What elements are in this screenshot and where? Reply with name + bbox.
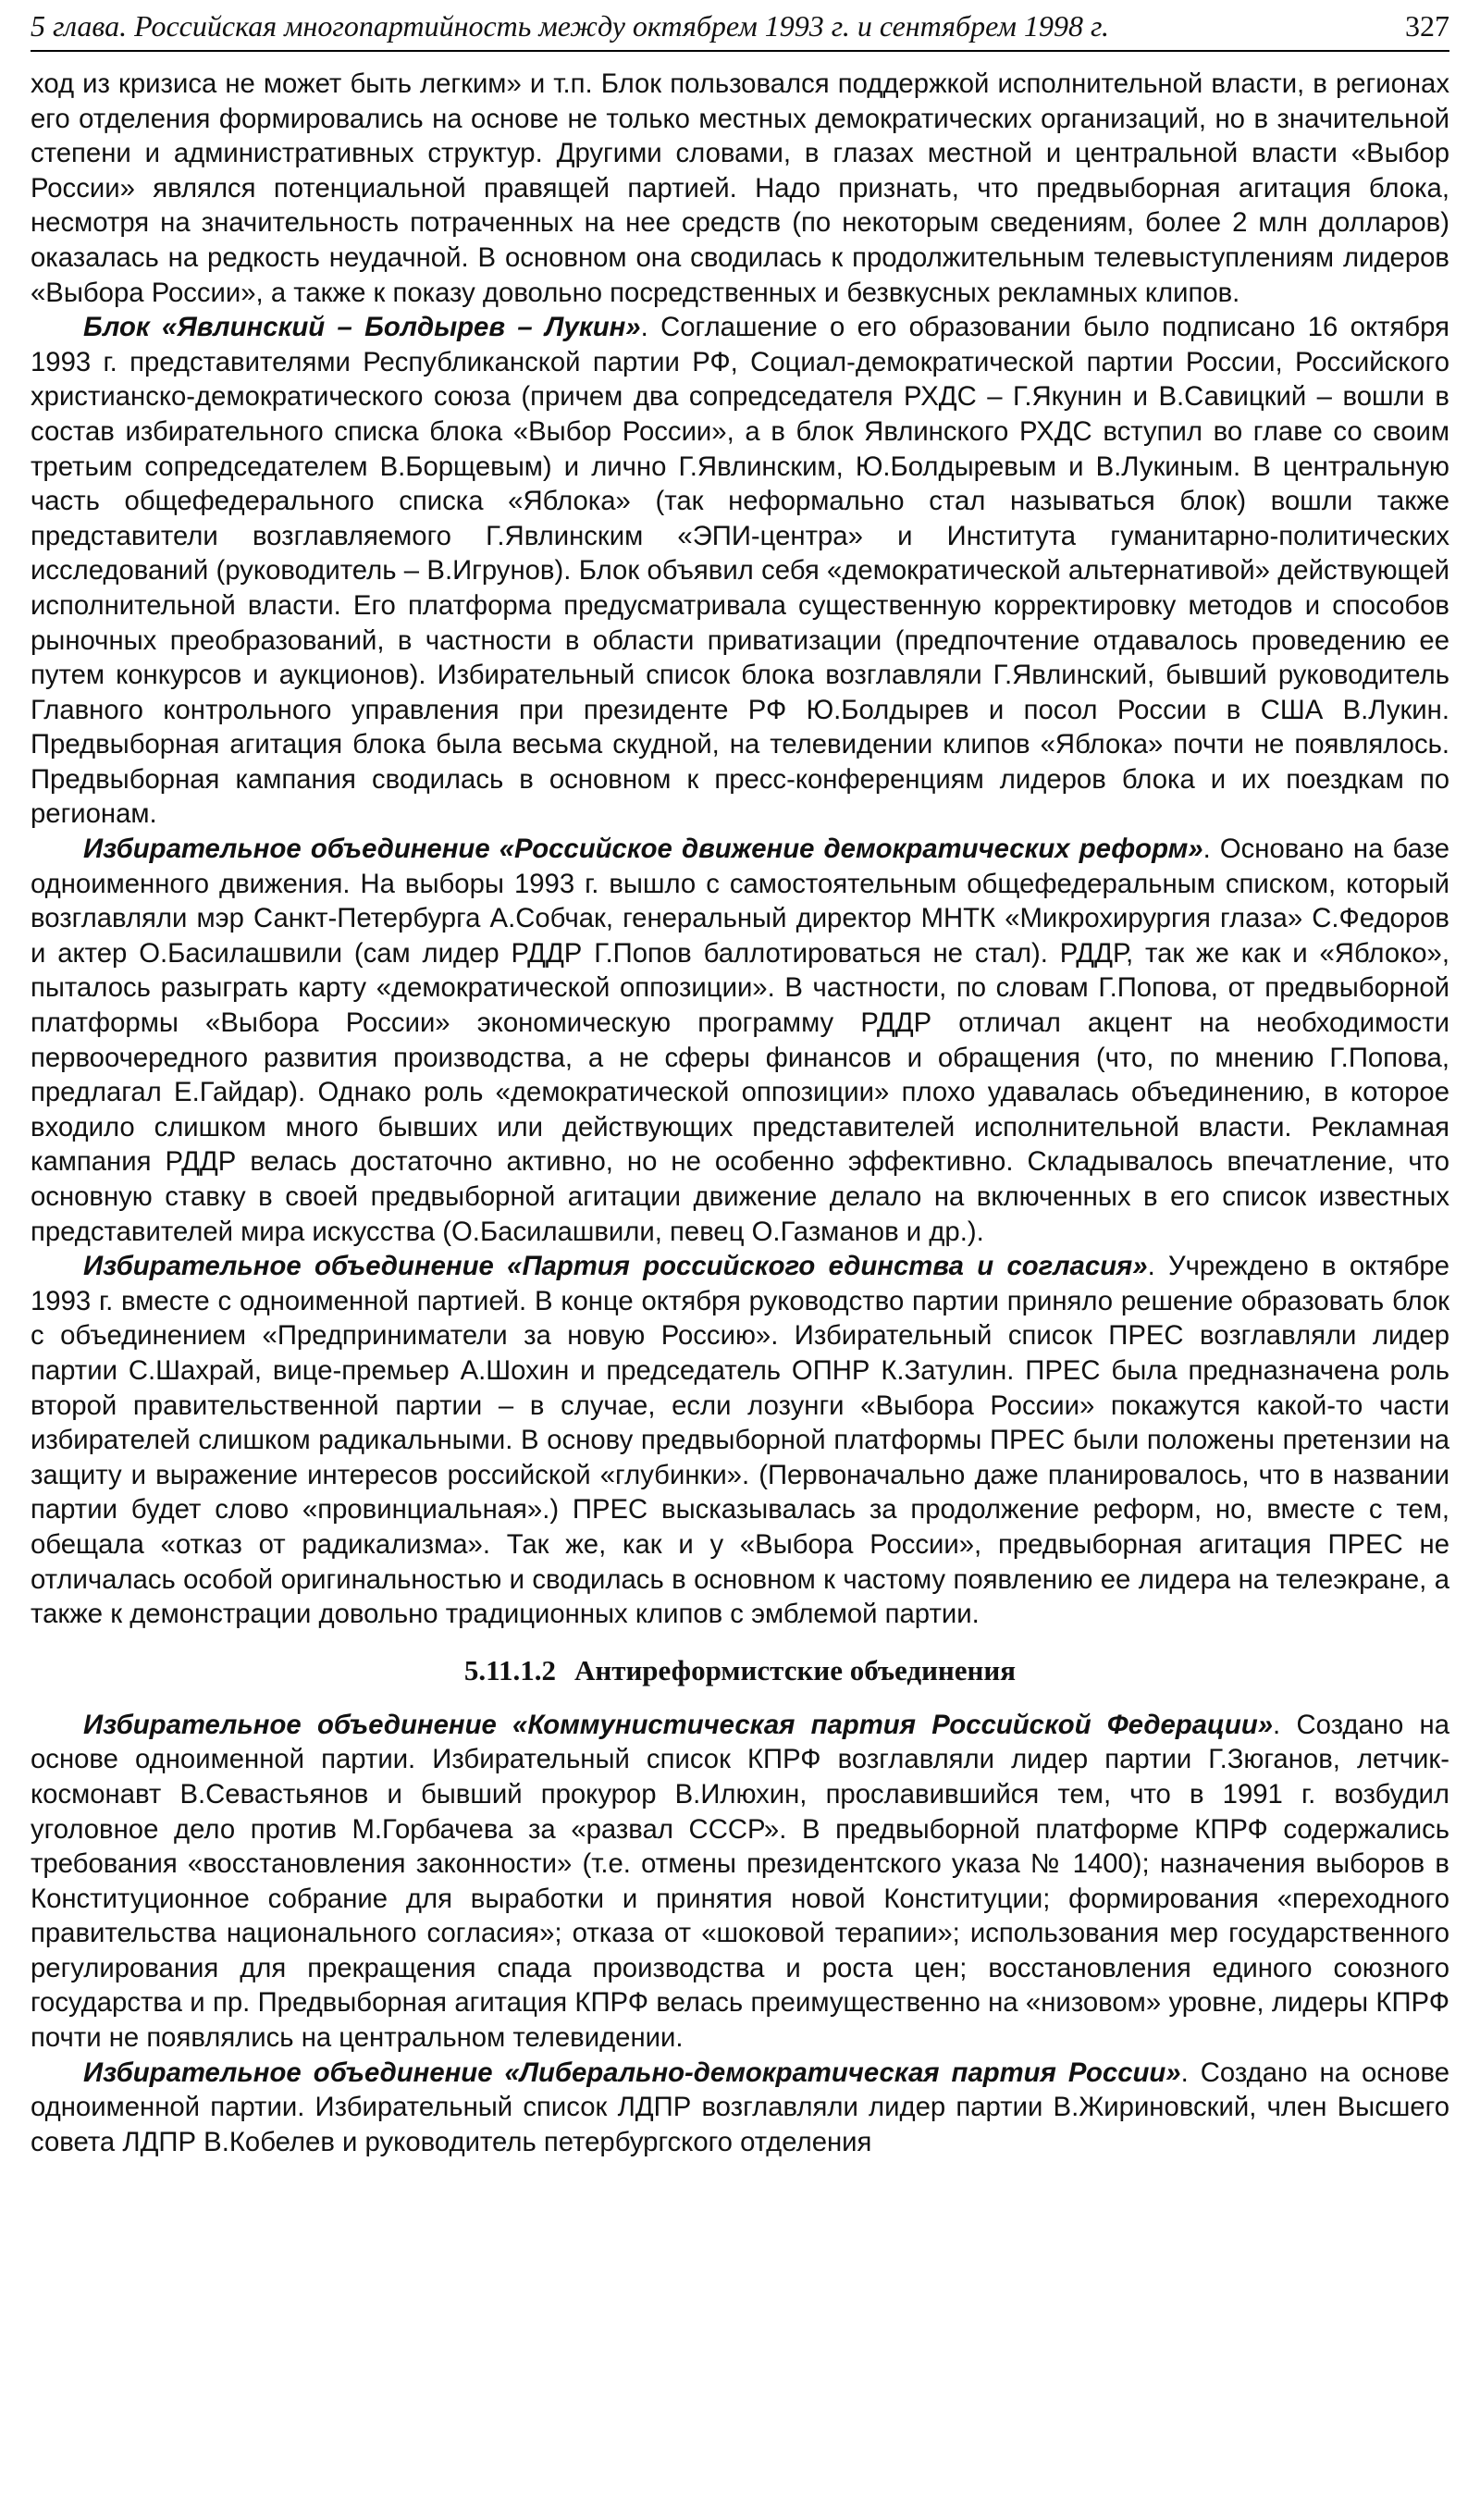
paragraph-text: . Соглашение о его образовании было подписано 16 октября 1993 г. представителями Республиканской партии РФ, Социал-демократической партии России, Российского христианско-демократического союза (причем два сопредседателя РХДС – Г.Якунин и В.Савицкий – вошли в состав избирательного списка блока «Выбор России», а в блок Явлинского РХДС вступил во главе со своим третьим сопредседателем В.Борщевым) и лично Г.Явлинским, Ю.Болдыревым и В.Лукиным. В центральную часть общефедерального списка «Яблока» (так неформально стал называться блок) вошли также представители возглавляемого Г.Явлинским «ЭПИ-центра» и Института гуманитарно-политических исследований (руководитель – В.Игрунов). Блок объявил себя «демократической альтернативой» действующей исполнительной власти. Его платформа предусматривала существенную корректировку методов и способов рыночных преобразований, в частности в области приватизации (предпочтение отдавалось проведению ее путем конкурсов и аукционов). Избирательный список блока возглавляли Г.Явлинский, бывший руководитель Главного контрольного управления при президенте РФ Ю.Болдырев и посол России в США В.Лукин. Предвыборная агитация блока была весьма скудной, на телевидении клипов «Яблока» почти не появлялось. Предвыборная кампания сводилась в основном к пресс-конференциям лидеров блока и их поездкам по регионам. xyxy=(31,312,1449,830)
section-number: 5.11.1.2 xyxy=(463,1653,556,1686)
paragraph-lead: Избирательное объединение «Российское движение демократических реформ» xyxy=(83,834,1203,865)
section-title: Антиреформистские объединения xyxy=(574,1653,1017,1686)
section-heading xyxy=(31,1652,1449,1689)
paragraph-text: . Создано на основе одноименной партии. Избирательный список ЛДПР возглавляли лидер партии В.Жириновский, член Высшего совета ЛДПР В.Кобелев и руководитель петербургского отделения xyxy=(31,2057,1450,2157)
paragraph xyxy=(31,67,1449,310)
paragraph xyxy=(31,1249,1449,1632)
running-header xyxy=(31,7,1449,52)
paragraph-lead: Блок «Явлинский – Болдырев – Лукин» xyxy=(83,312,641,343)
paragraph-lead: Избирательное объединение «Коммунистическая партия Российской Федерации» xyxy=(83,1709,1274,1740)
paragraph xyxy=(31,1708,1449,2056)
paragraph-text: . Основано на базе одноименного движения. На выборы 1993 г. вышло с самостоятельным общефедеральным списком, который возглавляли мэр Санкт-Петербурга А.Собчак, генеральный директор МНТК «Микрохирургия глаза» С.Федоров и актер О.Басилашвили (сам лидер РДДР Г.Попов баллотироваться не стал). РДДР, так же как и «Яблоко», пыталось разыграть карту «демократической оппозиции». В частности, по словам Г.Попова, от предвыборной платформы «Выбора России» экономическую программу РДДР отличал акцент на необходимости первоочередного развития производства, а не сферы финансов и обращения (что, по мнению Г.Попова, предлагал Е.Гайдар). Однако роль «демократической оппозиции» плохо удавалась объединению, в которое входило слишком много бывших или действующих представителей исполнительной власти. Рекламная кампания РДДР велась достаточно активно, но не особенно эффективно. Складывалось впечатление, что основную ставку в своей предвыборной агитации движение делало на включенных в его список известных представителей мира искусства (О.Басилашвили, певец О.Газманов и др.). xyxy=(31,834,1449,1247)
paragraph-text: . Создано на основе одноименной партии. Избирательный список КПРФ возглавляли лидер партии Г.Зюганов, летчик-космонавт В.Севастьянов и бывший прокурор В.Илюхин, прославившийся тем, что в 1991 г. возбудил уголовное дело против М.Горбачева за «развал СССР». В предвыборной платформе КПРФ содержались требования «восстановления законности» (т.е. отмены президентского указа № 1400); назначения выборов в Конституционное собрание для выработки и принятия новой Конституции; формирования «переходного правительства национального согласия»; отказа от «шоковой терапии»; использования мер государственного регулирования для прекращения спада производства и роста цен; восстановления единого союзного государства и пр. Предвыборная агитация КПРФ велась преимущественно на «низовом» уровне, лидеры КПРФ почти не появлялись на центральном телевидении. xyxy=(31,1709,1449,2054)
paragraph-text: ход из кризиса не может быть легким» и т.п. Блок пользовался поддержкой исполнительной власти, в регионах его отделения формировались на основе не только местных демократических организаций, но в значительной степени и административных структур. Другими словами, в глазах местной и центральной власти «Выбор России» являлся потенциальной правящей партией. Надо признать, что предвыборная агитация блока, несмотря на значительность потраченных на нее средств (по некоторым сведениям, более 2 млн долларов) оказалась на редкость неудачной. В основном она сводилась к продолжительным телевыступлениям лидеров «Выбора России», а также к показу довольно посредственных и безвкусных рекламных клипов. xyxy=(31,68,1449,308)
paragraph xyxy=(31,2056,1449,2160)
paragraph xyxy=(31,832,1449,1249)
paragraph-lead: Избирательное объединение «Либерально-демократическая партия России» xyxy=(83,2057,1181,2088)
paragraph-lead: Избирательное объединение «Партия российского единства и согласия» xyxy=(83,1251,1148,1282)
paragraph xyxy=(31,310,1449,832)
paragraph-text: . Учреждено в октябре 1993 г. вместе с одноименной партией. В конце октября руководство партии приняло решение образовать блок с объединением «Предприниматели за новую Россию». Избирательный список ПРЕС возглавляли лидер партии С.Шахрай, вице-премьер А.Шохин и председатель ОПНР К.Затулин. ПРЕС была предназначена роль второй правительственной партии – в случае, если лозунги «Выбора России» покажутся какой-то части избирателей слишком радикальными. В основу предвыборной платформы ПРЕС были положены претензии на защиту и выражение интересов российской «глубинки». (Первоначально даже планировалось, что в названии партии будет слово «провинциальная».) ПРЕС высказывалась за продолжение реформ, но, вместе с тем, обещала «отказ от радикализма». Так же, как и у «Выбора России», предвыборная агитация ПРЕС не отличалась особой оригинальностью и сводилась в основном к частому появлению ее лидера на телеэкране, а также к демонстрации довольно традиционных клипов с эмблемой партии. xyxy=(31,1251,1449,1630)
body-text xyxy=(31,67,1449,2159)
page-number: 327 xyxy=(1405,9,1449,43)
chapter-title: 5 глава. Российская многопартийность между октябрем 1993 г. и сентябрем 1998 г. xyxy=(31,9,1110,43)
